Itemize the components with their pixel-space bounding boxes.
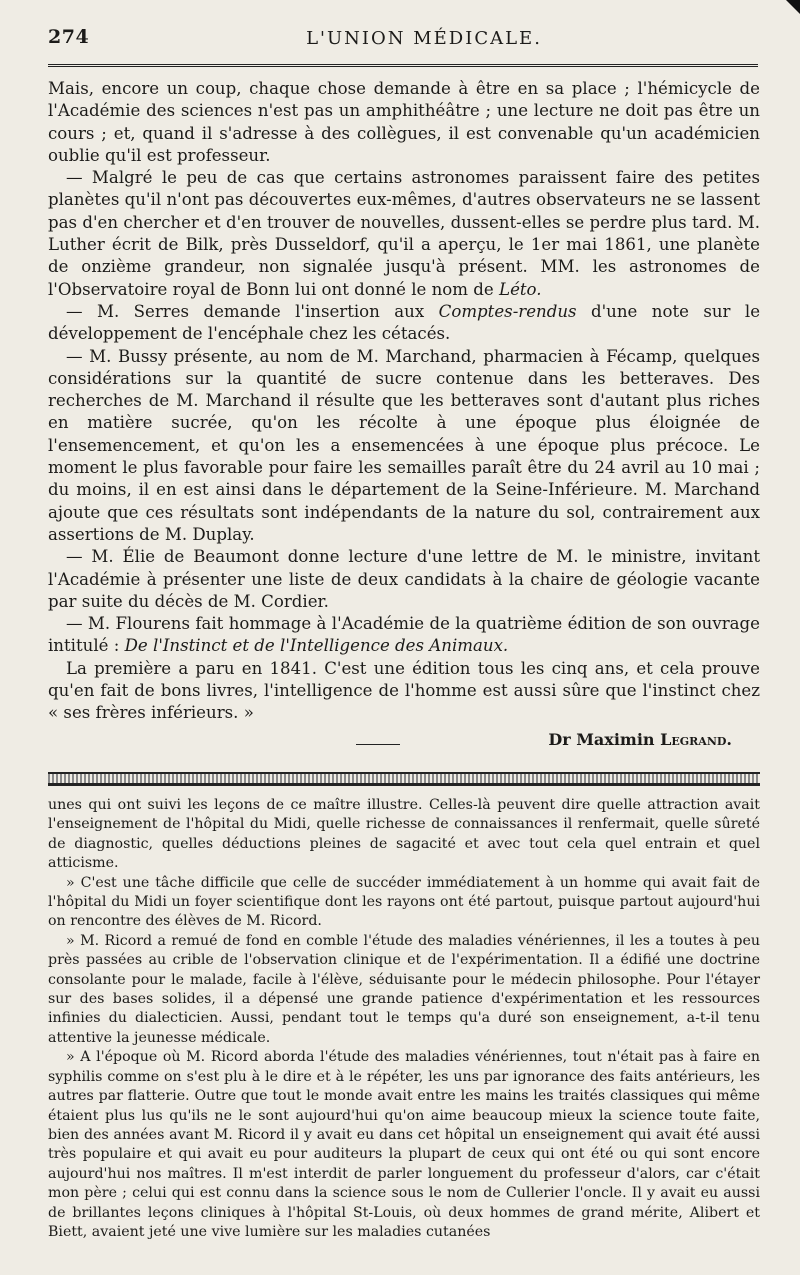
paragraph-academie: Mais, encore un coup, chaque chose demande à être en sa place ; l'hémicycle de l'Académie des sciences n'est pas un amphithéâtre ; une lecture ne doit pas être un cours ; et, quand il s'adresse à des collègues, il est convenable qu'un académicien oublie qu'il est professeur. <box>48 79 760 165</box>
flourens-text: — M. Flourens fait hommage à l'Académie de la quatrième édition de son ouvrage intitulé : <box>48 614 760 656</box>
upper-column <box>48 78 760 751</box>
planets-text: — Malgré le peu de cas que certains astronomes paraissent faire des petites planètes qu'il n'ont pas découvertes eux-mêmes, d'autres observateurs ne se lassent pas d'en chercher et d'en trouver de nouvelles, dussent-elles se perdre plus tard. M. Luther écrit de Bilk, près Dusseldorf, qu'il a aperçu, le 1er mai 1861, une planète de onzième grandeur, non signalée jusqu'à présent. MM. les astronomes de l'Observatoire royal de Bonn lui ont donné le nom de <box>48 168 760 299</box>
paragraph-planets <box>48 167 760 301</box>
feuilleton-separator <box>48 772 760 786</box>
lower-column <box>48 796 760 1242</box>
paragraph-tache: » C'est une tâche difficile que celle de succéder immédiatement à un homme qui avait fait de l'hôpital du Midi un foyer scientifique dont les rayons ont été partout, puisque partout aujourd'hui on rencontre des élèves de M. Ricord. <box>48 874 760 930</box>
paragraph-lecons: unes qui ont suivi les leçons de ce maître illustre. Celles-là peuvent dire quelle attraction avait l'enseignement de l'hôpital du Midi, quelle richesse de connaissances il renfermait, quelle sûreté de diagnostic, quelles déductions pleines de sagacité et avec tout cela quel entrain et quel atticisme. <box>48 797 760 872</box>
serres-rest: d'une note sur le développement de l'encéphale chez les cétacés. <box>48 301 761 344</box>
paragraph-flourens <box>48 613 760 658</box>
paragraph-beaumont: — M. Élie de Beaumont donne lecture d'une lettre de M. le ministre, invitant l'Académie à présenter une liste de deux candidats à la chaire de géologie vacante par suite du décès de M. Cordier. <box>48 547 760 611</box>
journal-title: L'UNION MÉDICALE. <box>306 28 542 49</box>
header-rule <box>48 64 758 67</box>
page-number: 274 <box>48 26 90 48</box>
page-corner-mark <box>786 0 800 14</box>
planet-name: Léto. <box>499 279 542 299</box>
end-rule <box>356 744 400 745</box>
paragraph-epoque: » A l'époque où M. Ricord aborda l'étude des maladies vénériennes, tout n'était pas à faire en syphilis comme on s'est plu à le dire et à le répéter, les uns par ignorance des faits antérieurs, les autres par flatterie. Outre que tout le monde avait entre les mains les traités classiques qui même étaient plus lus qu'ils ne le sont aujourd'hui qu'on aime beaucoup mieux la science toute faite, bien des années avant M. Ricord il y avait eu dans cet hôpital un enseignement qui avait été aussi très populaire et qui avait eu pour auditeurs la plupart de ceux qui ont été ou qui sont encore aujourd'hui nos maîtres. Il m'est interdit de parler longuement du professeur d'alors, car c'était mon père ; celui qui est connu dans la science sous le nom de Cullerier l'oncle. Il y avait eu aussi de brillantes leçons cliniques à l'hôpital St-Louis, où deux hommes de grand mérite, Alibert et Biett, avaient jeté une vive lumière sur les maladies cutanées <box>48 1049 760 1240</box>
page-header <box>48 26 760 56</box>
signature-name: Legrand. <box>660 729 732 749</box>
serres-text: — M. Serres demande l'insertion aux <box>66 301 425 321</box>
author-signature <box>48 729 760 751</box>
paragraph-premiere: La première a paru en 1841. C'est une édition tous les cinq ans, et cela prouve qu'en fait de bons livres, l'intelligence de l'homme est aussi sûre que l'instinct chez « ses frères inférieurs. » <box>48 658 760 723</box>
flourens-title: De l'Instinct et de l'Intelligence des Animaux. <box>124 636 509 656</box>
comptes-rendus: Comptes-rendus <box>438 301 577 321</box>
paragraph-serres <box>48 301 760 346</box>
paragraph-bussy: — M. Bussy présente, au nom de M. Marchand, pharmacien à Fécamp, quelques considérations sur la quantité de sucre contenue dans les betteraves. Des recherches de M. Marchand il résulte que les betteraves sont d'autant plus riches en matière sucrée, qu'on les récolte à une époque plus éloignée de l'ensemencement, et qu'on les a ensemencées à une époque plus précoce. Le moment le plus favorable pour faire les semailles paraît être du 24 avril au 10 mai ; du moins, il en est ainsi dans le département de la Seine-Inférieure. M. Marchand ajoute que ces résultats sont indépendants de la nature du sol, contrairement aux assertions de M. Duplay. <box>48 346 760 544</box>
paragraph-ricord: » M. Ricord a remué de fond en comble l'étude des maladies vénériennes, il les a toutes à peu près passées au crible de l'observation clinique et de l'expérimentation. Il a édifié une doctrine consolante pour le malade, facile à l'élève, séduisante pour le médecin philosophe. Pour l'étayer sur des bases solides, il a dépensé une grande patience d'expérimentation et les ressources infinies du dialecticien. Aussi, pendant tout le temps qu'a duré son enseignement, a-t-il tenu attentive la jeunesse médicale. <box>48 932 760 1046</box>
signature-prefix: Dr Maximin <box>548 729 655 749</box>
